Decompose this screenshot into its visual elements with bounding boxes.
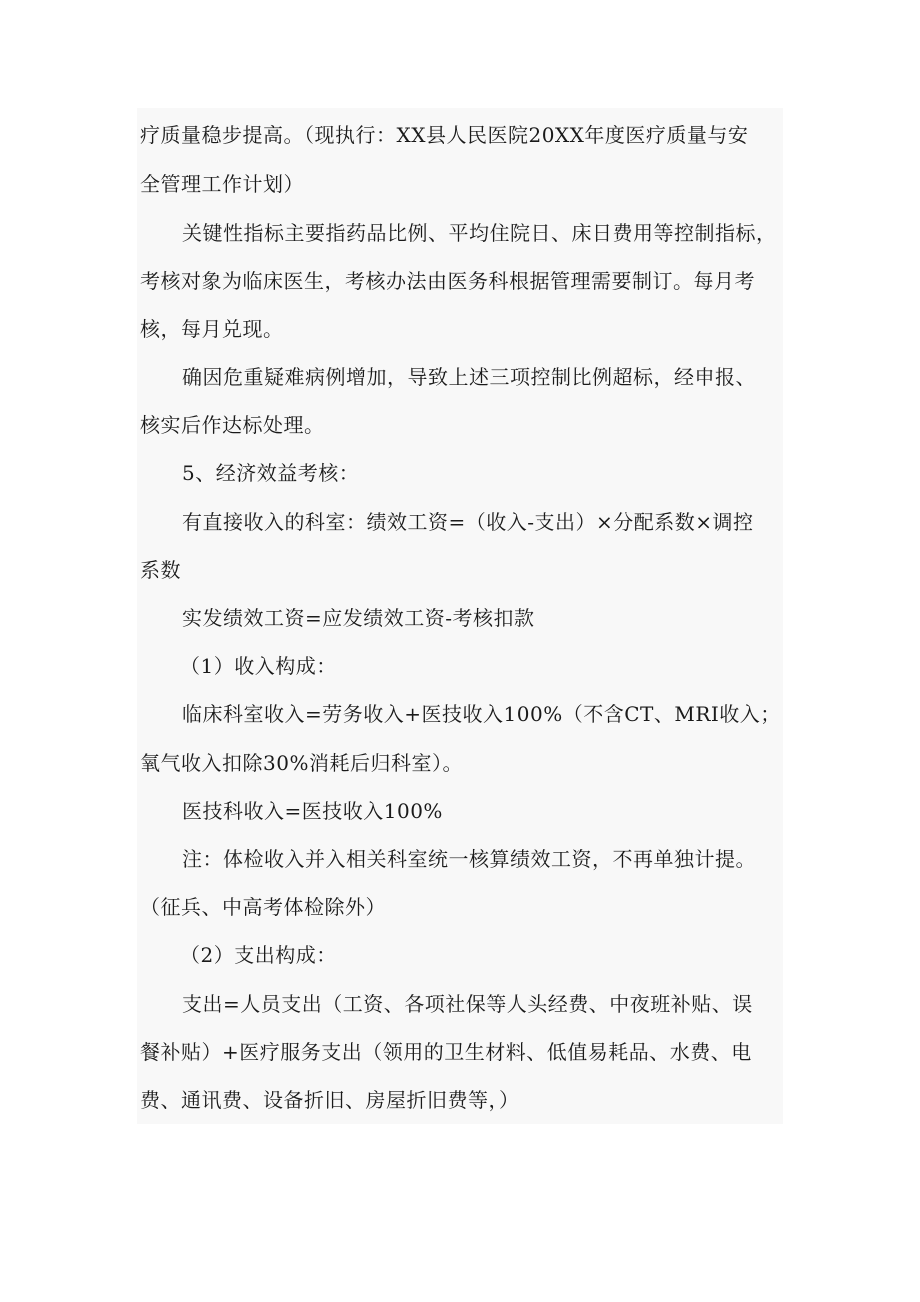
paragraph-line: 全管理工作计划）	[140, 172, 304, 196]
paragraph-line: （征兵、中高考体检除外）	[140, 895, 386, 919]
paragraph-line: 有直接收入的科室：绩效工资=（收入-支出）×分配系数×调控	[182, 510, 754, 534]
paragraph-line: 疗质量稳步提高。（现执行：XX县人民医院20XX年度医疗质量与安	[140, 123, 749, 147]
paragraph-line: 支出=人员支出（工资、各项社保等人头经费、中夜班补贴、误	[182, 992, 753, 1016]
paragraph-line: 实发绩效工资=应发绩效工资-考核扣款	[182, 606, 535, 630]
paragraph-line: 确因危重疑难病例增加，导致上述三项控制比例超标，经申报、	[182, 365, 756, 389]
paragraph-line: 注：体检收入并入相关科室统一核算绩效工资，不再单独计提。	[182, 847, 756, 871]
paragraph-line: 核实后作达标处理。	[140, 413, 325, 437]
paragraph-line: 氧气收入扣除30%消耗后归科室）。	[140, 751, 463, 775]
section-heading: 5、经济效益考核：	[182, 461, 360, 485]
paragraph-line: 医技科收入=医技收入100%	[182, 799, 443, 823]
paragraph-line: 核，每月兑现。	[140, 317, 284, 341]
paragraph-line: 系数	[140, 558, 181, 582]
subsection-heading: （1）收入构成：	[180, 654, 337, 678]
paragraph-line: 临床科室收入=劳务收入+医技收入100%（不含CT、MRI收入；	[182, 702, 781, 726]
paragraph-line: 考核对象为临床医生，考核办法由医务科根据管理需要制订。每月考	[140, 269, 755, 293]
paragraph-line: 费、通讯费、设备折旧、房屋折旧费等，）	[140, 1088, 520, 1112]
subsection-heading: （2）支出构成：	[180, 943, 337, 967]
paragraph-line: 餐补贴）+医疗服务支出（领用的卫生材料、低值易耗品、水费、电	[140, 1040, 752, 1064]
paragraph-line: 关键性指标主要指药品比例、平均住院日、床日费用等控制指标，	[182, 221, 777, 245]
